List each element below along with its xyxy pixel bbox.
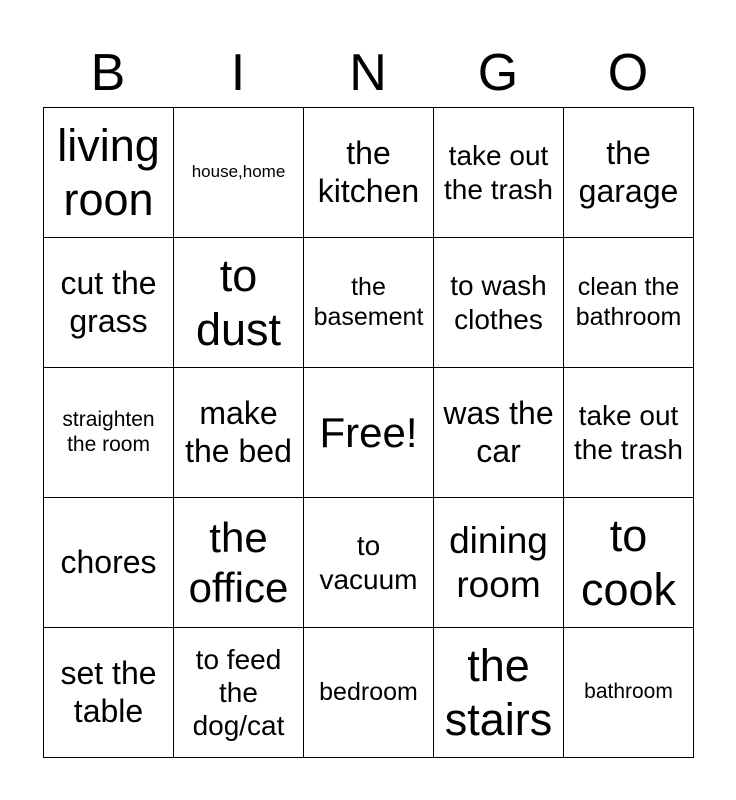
bingo-cell[interactable]	[44, 498, 174, 628]
header-letter-i: I	[230, 44, 246, 102]
cell-text: set the table	[60, 654, 157, 729]
bingo-cell[interactable]	[174, 628, 304, 758]
bingo-cell[interactable]	[174, 108, 304, 238]
bingo-cell[interactable]	[304, 368, 434, 498]
bingo-cell[interactable]	[434, 628, 564, 758]
bingo-cell[interactable]	[564, 498, 694, 628]
cell-text: dining room	[449, 519, 548, 605]
header-letter-n: N	[349, 44, 387, 102]
bingo-cell[interactable]	[304, 498, 434, 628]
bingo-cell[interactable]	[44, 108, 174, 238]
cell-text: to wash clothes	[450, 270, 547, 335]
cell-text: living roon	[57, 120, 160, 225]
cell-text: straighten the room	[62, 407, 155, 456]
bingo-cell[interactable]	[434, 498, 564, 628]
header-letter-o: O	[607, 44, 649, 102]
cell-text: bathroom	[584, 680, 673, 704]
cell-text: the kitchen	[317, 134, 420, 209]
bingo-cell[interactable]	[564, 628, 694, 758]
cell-text: was the car	[443, 394, 554, 469]
bingo-cell[interactable]	[44, 238, 174, 368]
bingo-cell[interactable]	[44, 368, 174, 498]
bingo-cell[interactable]	[564, 238, 694, 368]
cell-text: the garage	[578, 134, 679, 209]
bingo-cell[interactable]	[174, 368, 304, 498]
bingo-board	[43, 107, 694, 758]
cell-text: to dust	[195, 250, 282, 355]
cell-text: clean the bathroom	[575, 273, 682, 331]
bingo-cell[interactable]	[174, 498, 304, 628]
cell-text: bedroom	[319, 677, 418, 706]
bingo-cell[interactable]	[434, 368, 564, 498]
cell-text: house,home	[191, 162, 286, 182]
bingo-cell[interactable]	[564, 108, 694, 238]
bingo-cell[interactable]	[304, 628, 434, 758]
cell-text: make the bed	[185, 394, 292, 469]
cell-text: the stairs	[444, 640, 553, 745]
cell-text: Free!	[319, 408, 418, 456]
cell-text: to cook	[580, 510, 677, 615]
bingo-cell[interactable]	[434, 108, 564, 238]
cell-text: take out the trash	[444, 140, 553, 205]
cell-text: the office	[188, 513, 289, 611]
cell-text: cut the grass	[60, 264, 157, 339]
cell-text: chores	[60, 543, 157, 580]
cell-text: take out the trash	[574, 400, 683, 465]
bingo-header	[43, 40, 693, 106]
bingo-cell[interactable]	[304, 108, 434, 238]
cell-text: to feed the dog/cat	[192, 643, 285, 742]
bingo-cell[interactable]	[564, 368, 694, 498]
bingo-cell[interactable]	[304, 238, 434, 368]
cell-text: to vacuum	[319, 530, 418, 595]
cell-text: the basement	[313, 273, 424, 331]
header-letter-g: G	[477, 44, 519, 102]
header-letter-b: B	[90, 44, 126, 102]
bingo-cell[interactable]	[174, 238, 304, 368]
bingo-cell[interactable]	[44, 628, 174, 758]
bingo-cell[interactable]	[434, 238, 564, 368]
